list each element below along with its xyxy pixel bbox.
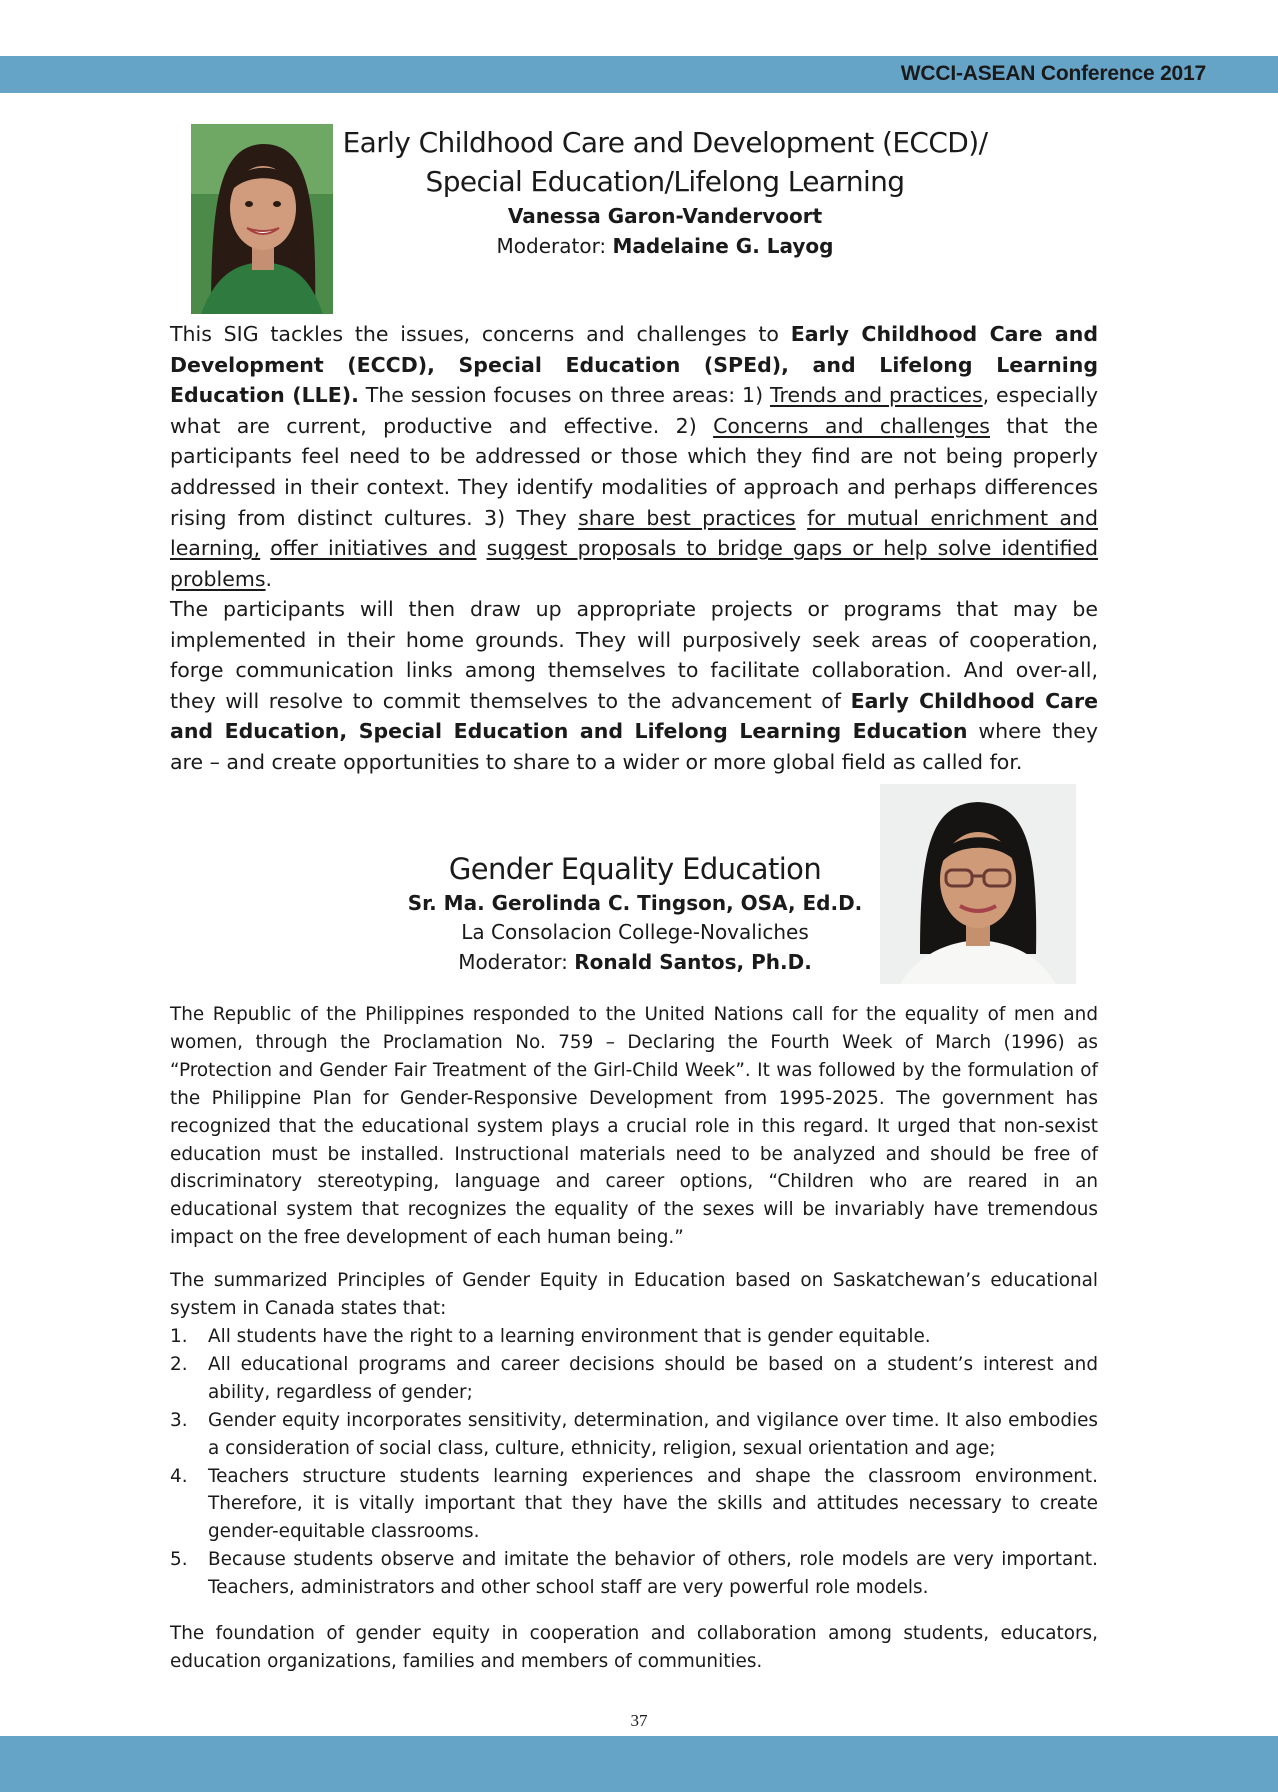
moderator-name: Ronald Santos, Ph.D. — [574, 950, 812, 974]
moderator-name: Madelaine G. Layog — [612, 234, 834, 258]
section1-paragraph2: The participants will then draw up appropriate projects or programs that may be implemented in their home grounds. They will purposively seek areas of cooperation, forge communication links among themselves to facilitate collaboration. And over-all, they will resolve to commit themselves to the advancement of Early Childhood Care and Education, Special Education and Lifelong Learning Education where they are – and create opportunities to share to a wider or more global field as called for. — [170, 597, 1099, 774]
header-band — [0, 56, 1278, 93]
section2-speaker — [330, 888, 940, 918]
section2-affiliation: La Consolacion College-Novaliches — [461, 920, 809, 944]
conference-title: WCCI-ASEAN Conference 2017 — [900, 62, 1206, 85]
list-item: 3. Gender equity incorporates sensitivity, determination, and vigilance over time. It also embodies a consideration of social class, culture, ethnicity, religion, sexual orientation and age; — [170, 1409, 1098, 1459]
footer-band — [0, 1736, 1278, 1792]
section2-paragraph2: The summarized Principles of Gender Equity in Education based on Saskatchewan’s educational system in Canada states that: — [170, 1270, 1098, 1319]
section1-moderator — [340, 231, 990, 261]
list-item: 1. All students have the right to a learning environment that is gender equitable. — [170, 1326, 931, 1347]
moderator-label: Moderator: — [496, 234, 613, 258]
speaker-name: Vanessa Garon-Vandervoort — [507, 204, 823, 228]
speaker-photo-vanessa — [191, 124, 333, 314]
list-item: 5. Because students observe and imitate the behavior of others, role models are very important. Teachers, administrators and other school staff are very powerful role models. — [170, 1549, 1098, 1599]
section1-title-line1: Early Childhood Care and Development (ECCD)/ — [342, 126, 988, 159]
section2-title: Gender Equality Education — [448, 852, 822, 886]
section2-moderator — [330, 947, 940, 977]
moderator-label: Moderator: — [458, 950, 575, 974]
list-item: 2. All educational programs and career decisions should be based on a student’s interest and ability, regardless of gender; — [170, 1353, 1098, 1403]
speaker-name: Sr. Ma. Gerolinda C. Tingson, OSA, Ed.D. — [407, 891, 863, 915]
list-item: 4. Teachers structure students learning experiences and shape the classroom environment. Therefore, it is vitally important that they have the skills and attitudes necessary to create gender-equitable classrooms. — [170, 1465, 1098, 1543]
section1-speaker — [340, 201, 990, 231]
section2-paragraph3: The foundation of gender equity in cooperation and collaboration among students, educators, education organizations, families and members of communities. — [170, 1623, 1098, 1672]
page-number: 37 — [630, 1711, 648, 1730]
section1-paragraph1: This SIG tackles the issues, concerns and challenges to Early Childhood Care and Development (ECCD), Special Education (SPEd), and Lifelong Learning Education (LLE). The session focuses on three areas: 1) Trends and practices, especially what are current, productive and effective. 2) Concerns and challenges that the participants feel need to be addressed or those which they find are not being properly addressed in their context. They identify modalities of approach and perhaps differences rising from distinct cultures. 3) They share best practices for mutual enrichment and learning, offer initiatives and suggest proposals to bridge gaps or help solve identified problems. — [170, 322, 1099, 591]
section1-title-line2: Special Education/Lifelong Learning — [425, 165, 905, 198]
section2-paragraph1: The Republic of the Philippines responded to the United Nations call for the equality of men and women, through the Proclamation No. 759 – Declaring the Fourth Week of March (1996) as “Protection and Gender Fair Treatment of the Girl-Child Week”. It was followed by the formulation of the Philippine Plan for Gender-Responsive Development from 1995-2025. The government has recognized that the educational system plays a crucial role in this regard. It urged that non-sexist education must be installed. Instructional materials need to be analyzed and should be free of discriminatory stereotyping, language and career options, “Children who are reared in an educational system that recognizes the equality of the sexes will be invariably have tremendous impact on the free development of each human being.” — [170, 1004, 1098, 1249]
principles-list — [170, 1323, 1098, 1602]
